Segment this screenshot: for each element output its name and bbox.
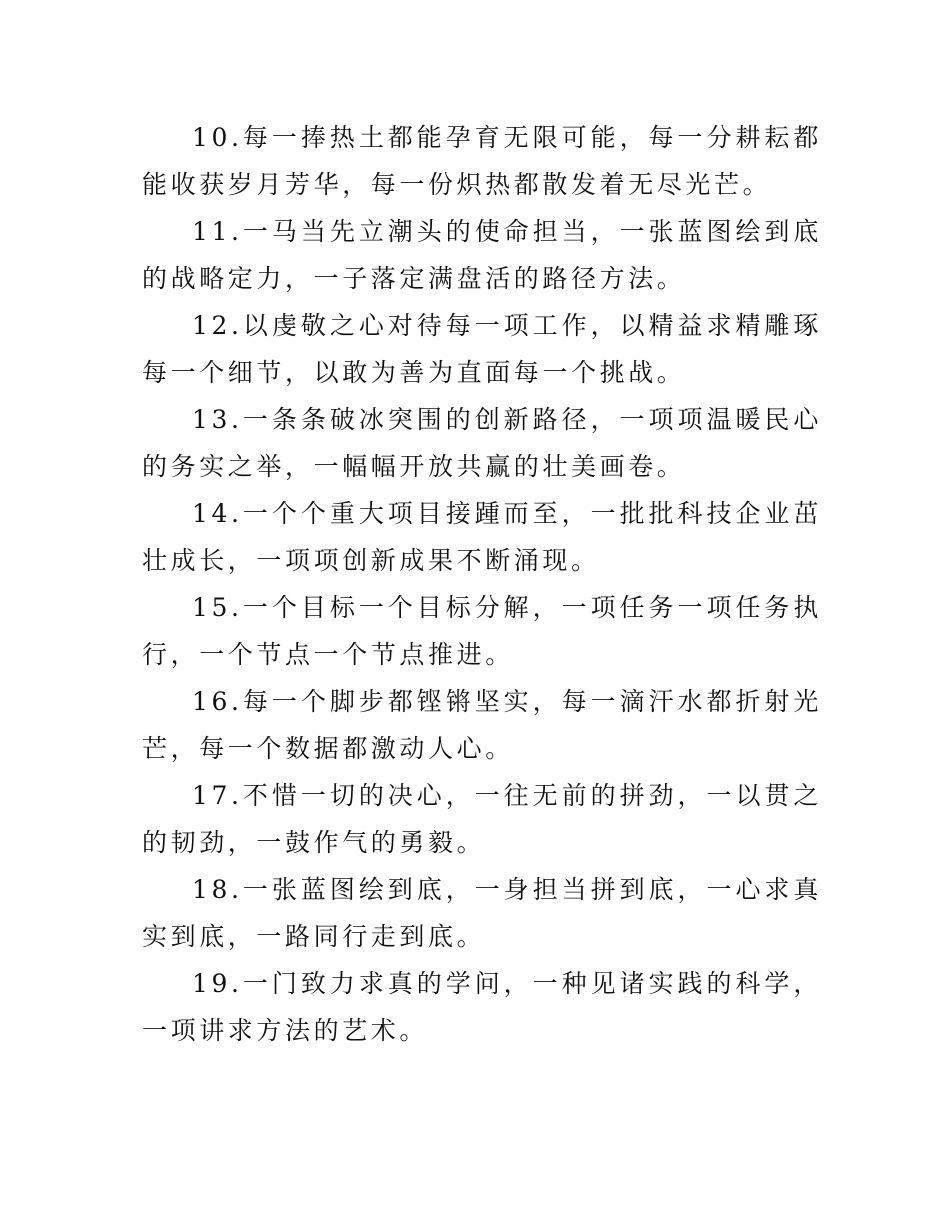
- paragraph-17: 17.不惜一切的决心，一往无前的拼劲，一以贯之的韧劲，一鼓作气的勇毅。: [142, 781, 822, 857]
- paragraph-19: 19.一门致力求真的学问，一种见诸实践的科学，一项讲求方法的艺术。: [142, 969, 822, 1045]
- paragraph-16: 16.每一个脚步都铿锵坚实，每一滴汗水都折射光芒，每一个数据都激动人心。: [142, 687, 822, 763]
- paragraph-15: 15.一个目标一个目标分解，一项任务一项任务执行，一个节点一个节点推进。: [142, 593, 822, 669]
- paragraph-12: 12.以虔敬之心对待每一项工作，以精益求精雕琢每一个细节，以敢为善为直面每一个挑战。: [142, 311, 822, 387]
- paragraph-14: 14.一个个重大项目接踵而至，一批批科技企业茁壮成长，一项项创新成果不断涌现。: [142, 499, 822, 575]
- paragraph-10: 10.每一捧热土都能孕育无限可能，每一分耕耘都能收获岁月芳华，每一份炽热都散发着无尽光芒。: [142, 123, 822, 199]
- paragraph-11: 11.一马当先立潮头的使命担当，一张蓝图绘到底的战略定力，一子落定满盘活的路径方法。: [142, 217, 822, 293]
- paragraph-18: 18.一张蓝图绘到底，一身担当拼到底，一心求真实到底，一路同行走到底。: [142, 875, 822, 951]
- document-body: [142, 114, 822, 1054]
- paragraph-13: 13.一条条破冰突围的创新路径，一项项温暖民心的务实之举，一幅幅开放共赢的壮美画卷。: [142, 405, 822, 481]
